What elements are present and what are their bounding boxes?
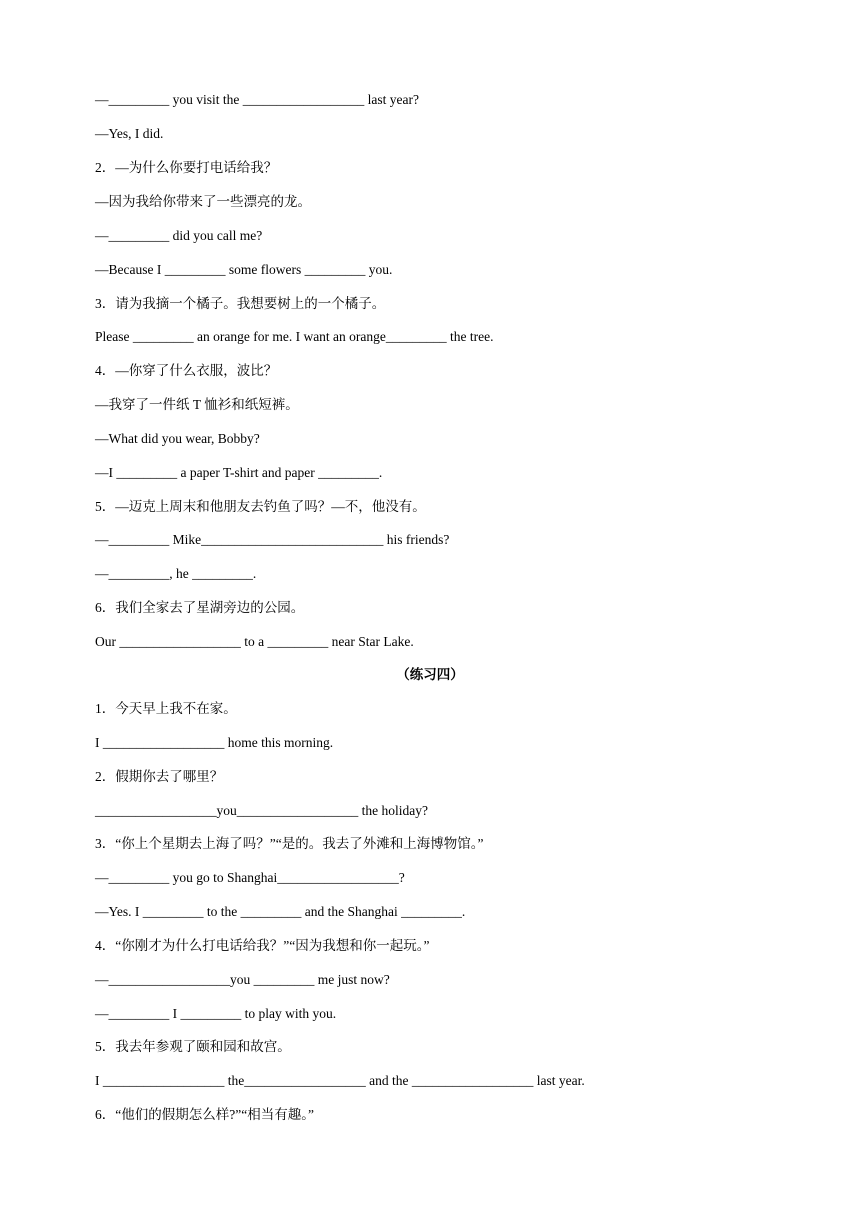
question-heading: 4．“你刚才为什么打电话给我？”“因为我想和你一起玩。” bbox=[95, 938, 430, 953]
text-line: —What did you wear, Bobby? bbox=[95, 431, 260, 446]
text-line: Please _________ an orange for me. I want an orange_________ the tree. bbox=[95, 329, 494, 344]
text-line: —因为我给你带来了一些漂亮的龙。 bbox=[95, 194, 311, 209]
text-line: —_________ I _________ to play with you. bbox=[95, 1006, 337, 1021]
text-line: —Yes. I _________ to the _________ and the Shanghai _________. bbox=[95, 904, 466, 919]
question-heading: 2．假期你去了哪里？ bbox=[95, 769, 224, 784]
question-heading: 5．—迈克上周末和他朋友去钓鱼了吗？—不，他没有。 bbox=[95, 499, 426, 514]
text-line: —_________ Mike___________________________ his friends? bbox=[95, 532, 450, 547]
text-line: —_________ you visit the __________________ last year? bbox=[95, 92, 419, 107]
text-line: —I _________ a paper T-shirt and paper _________. bbox=[95, 465, 383, 480]
question-heading: 3．请为我摘一个橘子。我想要树上的一个橘子。 bbox=[95, 296, 386, 311]
text-line: —Yes, I did. bbox=[95, 126, 164, 141]
text-line: —__________________you _________ me just now? bbox=[95, 972, 390, 987]
question-heading: 5．我去年参观了颐和园和故宫。 bbox=[95, 1039, 291, 1054]
text-line: I __________________ the__________________ and the __________________ last year. bbox=[95, 1073, 585, 1088]
text-line: —_________ did you call me? bbox=[95, 228, 263, 243]
question-heading: 4．—你穿了什么衣服，波比？ bbox=[95, 363, 278, 378]
question-heading: 1．今天早上我不在家。 bbox=[95, 701, 237, 716]
question-heading: 6．我们全家去了星湖旁边的公园。 bbox=[95, 600, 305, 615]
question-heading: 2．—为什么你要打电话给我？ bbox=[95, 160, 278, 175]
text-line: —_________ you go to Shanghai__________________? bbox=[95, 870, 405, 885]
text-line: Our __________________ to a _________ near Star Lake. bbox=[95, 634, 414, 649]
text-line: —_________, he _________. bbox=[95, 566, 257, 581]
text-line: I __________________ home this morning. bbox=[95, 735, 334, 750]
text-line: —Because I _________ some flowers _________ you. bbox=[95, 262, 393, 277]
text-line: __________________you__________________ the holiday? bbox=[95, 803, 428, 818]
question-heading: 3．“你上个星期去上海了吗？”“是的。我去了外滩和上海博物馆。” bbox=[95, 836, 484, 851]
section-title: （练习四） bbox=[396, 667, 464, 682]
text-line: —我穿了一件纸 T 恤衫和纸短裤。 bbox=[95, 397, 299, 412]
question-heading: 6．“他们的假期怎么样?”“相当有趣。” bbox=[95, 1107, 314, 1122]
